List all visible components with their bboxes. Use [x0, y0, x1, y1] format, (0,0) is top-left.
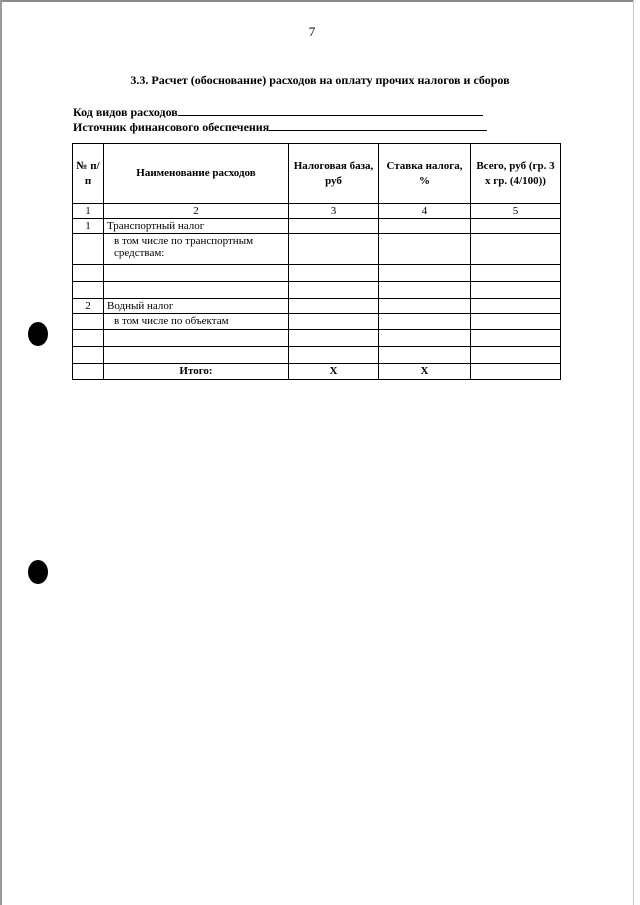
column-number: 5	[471, 204, 561, 219]
table-row	[73, 282, 561, 299]
tax-rate-cell	[379, 234, 471, 265]
punch-hole	[28, 560, 48, 584]
tax-rate-cell	[379, 219, 471, 234]
table-row	[73, 299, 561, 314]
row-number	[73, 364, 104, 380]
expense-name: Транспортный налог	[104, 219, 289, 234]
total-cell	[471, 299, 561, 314]
table-row	[73, 330, 561, 347]
scan-right-edge	[633, 0, 634, 905]
tax-rate-total: X	[379, 364, 471, 380]
table-row	[73, 314, 561, 330]
expense-name: в том числе по транспортным средствам:	[104, 234, 289, 265]
funding-source-blank	[269, 118, 487, 131]
column-number: 3	[289, 204, 379, 219]
header-cell: Налоговая база, руб	[289, 144, 379, 204]
punch-hole	[28, 322, 48, 346]
tax-rate-cell	[379, 299, 471, 314]
total-cell	[471, 265, 561, 282]
header-cell: № п/п	[73, 144, 104, 204]
row-number: 1	[73, 219, 104, 234]
tax-base-cell	[289, 314, 379, 330]
total-cell	[471, 234, 561, 265]
tax-base-cell	[289, 299, 379, 314]
header-cell: Всего, руб (гр. 3 х гр. (4/100))	[471, 144, 561, 204]
row-number: 2	[73, 299, 104, 314]
row-number	[73, 282, 104, 299]
total-cell	[471, 282, 561, 299]
table-row	[73, 347, 561, 364]
tax-base-cell	[289, 265, 379, 282]
funding-source-field	[73, 118, 487, 135]
table-row	[73, 265, 561, 282]
total-cell	[471, 314, 561, 330]
table-header-row	[73, 144, 561, 204]
row-number	[73, 265, 104, 282]
tax-rate-cell	[379, 282, 471, 299]
total-label: Итого:	[104, 364, 289, 380]
column-number-row	[73, 204, 561, 219]
expense-name: Водный налог	[104, 299, 289, 314]
tax-base-cell	[289, 219, 379, 234]
expense-name	[104, 330, 289, 347]
column-number: 1	[73, 204, 104, 219]
row-number	[73, 347, 104, 364]
funding-source-label: Источник финансового обеспечения	[73, 120, 270, 134]
tax-base-cell	[289, 234, 379, 265]
total-cell	[471, 347, 561, 364]
tax-base-cell	[289, 347, 379, 364]
expense-name	[104, 282, 289, 299]
total-cell	[471, 219, 561, 234]
column-number: 2	[104, 204, 289, 219]
column-number: 4	[379, 204, 471, 219]
expenses-table	[72, 143, 561, 380]
grand-total-cell	[471, 364, 561, 380]
scan-top-edge	[0, 0, 634, 2]
expense-name	[104, 347, 289, 364]
table-row	[73, 234, 561, 265]
expense-name: в том числе по объектам	[104, 314, 289, 330]
expense-code-label: Код видов расходов	[73, 105, 178, 119]
row-number	[73, 314, 104, 330]
tax-rate-cell	[379, 330, 471, 347]
tax-base-total: X	[289, 364, 379, 380]
row-number	[73, 330, 104, 347]
expense-name	[104, 265, 289, 282]
table-row	[73, 219, 561, 234]
tax-rate-cell	[379, 314, 471, 330]
row-number	[73, 234, 104, 265]
tax-rate-cell	[379, 347, 471, 364]
tax-base-cell	[289, 282, 379, 299]
header-cell: Наименование расходов	[104, 144, 289, 204]
scan-left-edge	[0, 0, 2, 905]
section-title: 3.3. Расчет (обоснование) расходов на оплату прочих налогов и сборов	[130, 73, 510, 87]
total-row	[73, 364, 561, 380]
total-cell	[471, 330, 561, 347]
header-cell: Ставка налога, %	[379, 144, 471, 204]
page-number: 7	[308, 24, 316, 39]
expense-code-blank	[178, 103, 483, 116]
tax-rate-cell	[379, 265, 471, 282]
tax-base-cell	[289, 330, 379, 347]
